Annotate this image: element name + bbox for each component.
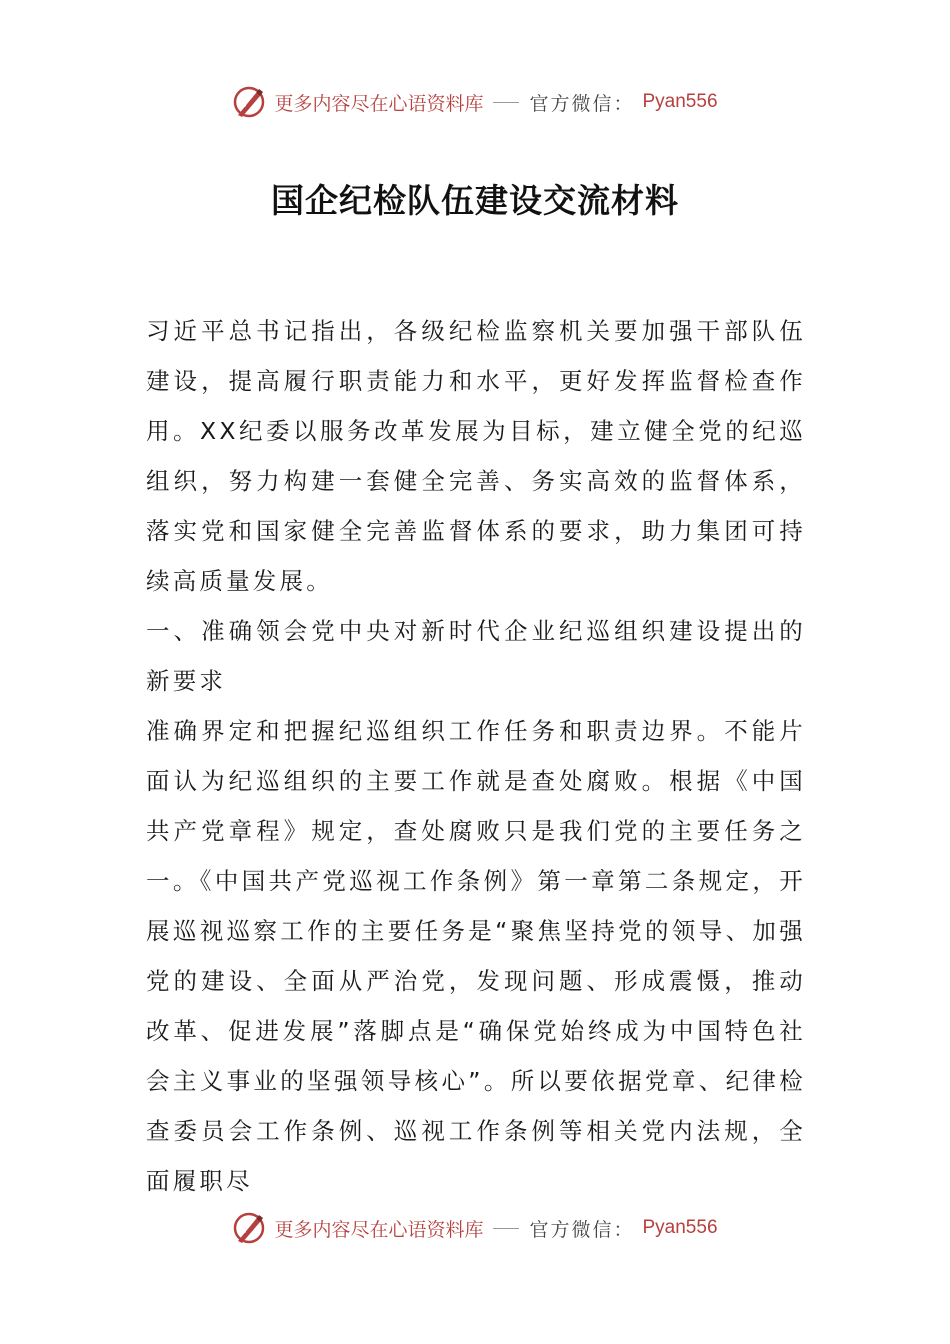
watermark-official-label: 官方微信： xyxy=(529,92,635,115)
watermark-wechat-id: Pyan556 xyxy=(642,91,718,112)
watermark-wechat-id: Pyan556 xyxy=(642,1217,718,1238)
document-body xyxy=(146,306,806,1206)
pen-logo-icon xyxy=(232,85,266,119)
pen-logo-icon xyxy=(232,1211,266,1245)
watermark-brand-text: 更多内容尽在心语资料库 xyxy=(274,1218,484,1241)
watermark-brand-text: 更多内容尽在心语资料库 xyxy=(274,92,484,115)
section-heading-1: 一、准确领会党中央对新时代企业纪巡组织建设提出的新要求 xyxy=(146,617,806,695)
watermark-official-label: 官方微信： xyxy=(529,1218,635,1241)
paragraph-intro: 习近平总书记指出，各级纪检监察机关要加强干部队伍建设，提高履行职责能力和水平，更好发挥监督检查作用。XX纪委以服务改革发展为目标，建立健全党的纪巡组织，努力构建一套健全完善、务实高效的监督体系，落实党和国家健全完善监督体系的要求，助力集团可持续高质量发展。 xyxy=(146,317,806,595)
header-watermark xyxy=(0,82,950,122)
document-title: 国企纪检队伍建设交流材料 xyxy=(271,181,679,220)
footer-watermark xyxy=(0,1208,950,1248)
watermark-dash xyxy=(493,102,519,103)
paragraph-section-1: 准确界定和把握纪巡组织工作任务和职责边界。不能片面认为纪巡组织的主要工作就是查处腐败。根据《中国共产党章程》规定，查处腐败只是我们党的主要任务之一。《中国共产党巡视工作条例》第一章第二条规定，开展巡视巡察工作的主要任务是“聚焦坚持党的领导、加强党的建设、全面从严治党，发现问题、形成震慑，推动改革、促进发展”落脚点是“确保党始终成为中国特色社会主义事业的坚强领导核心”。所以要依据党章、纪律检查委员会工作条例、巡视工作条例等相关党内法规，全面履职尽 xyxy=(146,717,806,1195)
watermark-dash xyxy=(493,1228,519,1229)
